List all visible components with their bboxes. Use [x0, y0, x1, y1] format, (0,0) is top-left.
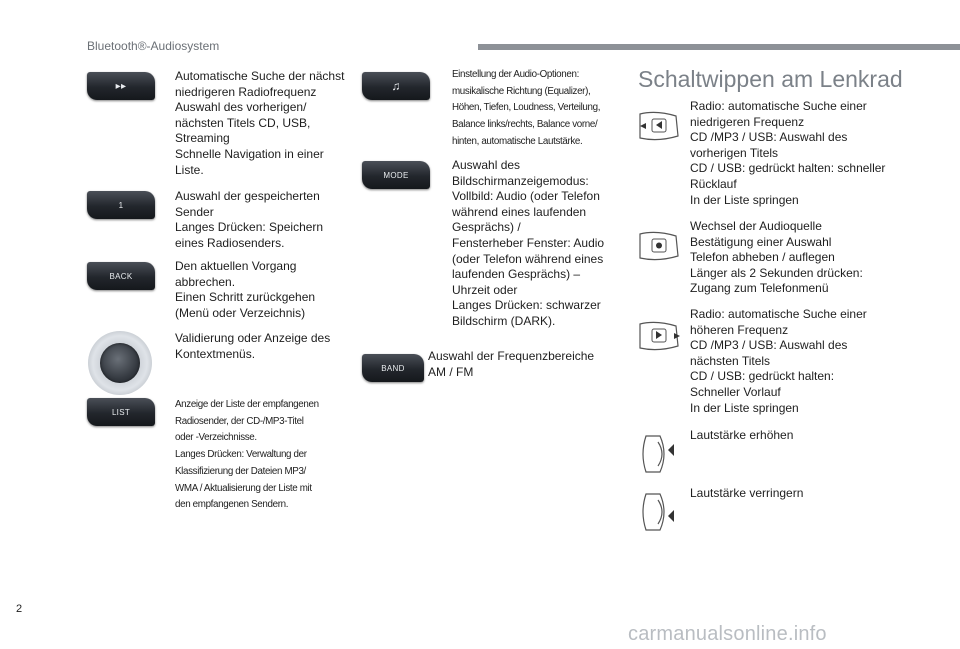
- steering-wheel-up-icon: [638, 432, 680, 476]
- back-button-icon: BACK: [87, 262, 155, 290]
- fast-forward-icon: ▸▸: [87, 72, 155, 100]
- right-item-5-text: Lautstärke verringern: [690, 486, 804, 500]
- left-item-2-text: Auswahl der gespeicherten Sender Langes Drücken: Speichern eines Radiosenders.: [175, 189, 324, 250]
- left-item-3-text: Den aktuellen Vorgang abbrechen. Einen Schritt zurückgehen (Menü oder Verzeichnis): [175, 259, 316, 320]
- page-number: 2: [16, 603, 23, 615]
- preset-button-icon: 1: [87, 191, 155, 219]
- middle-item-1-text: Einstellung der Audio-Optionen: musikalische Richtung (Equalizer), Höhen, Tiefen, Loudness, Verteilung, Balance links/rechts, Balance vorne/ hinten, automatische Lautstärke.: [452, 69, 601, 147]
- steering-paddle-right-icon: [636, 318, 682, 354]
- steering-paddle-left-icon: [636, 108, 682, 144]
- right-item-2-text: Wechsel der Audioquelle Bestätigung einer Auswahl Telefon abheben / auflegen Länger als 2 Sekunden drücken: Zugang zum Telefonmenü: [690, 219, 863, 296]
- middle-item-2-text: Auswahl des Bildschirmanzeigemodus: Vollbild: Audio (oder Telefon während eines laufenden Gesprächs) / Fensterheber Fenster: Audio (oder Telefon während eines laufenden Gesprächs) – Uhrzeit oder Langes Drücken: schwarzer Bildschirm (DARK).: [452, 158, 605, 328]
- steering-paddle-press-icon: [636, 228, 682, 264]
- watermark: carmanualsonline.info: [628, 623, 827, 645]
- mode-button-icon: MODE: [362, 161, 430, 189]
- middle-item-3-text: Auswahl der Frequenzbereiche AM / FM: [428, 349, 595, 379]
- left-item-5-text: Anzeige der Liste der empfangenen Radiosender, der CD-/MP3-Titel oder -Verzeichnisse. Langes Drücken: Verwaltung der Klassifizierung der Dateien MP3/ WMA / Aktualisierung der Liste mit den empfangenen Sendern.: [175, 399, 319, 511]
- music-note-icon: ♫: [362, 72, 430, 100]
- right-item-4-text: Lautstärke erhöhen: [690, 428, 794, 442]
- left-item-4-text: Validierung oder Anzeige des Kontextmenüs.: [175, 331, 331, 361]
- rotary-knob-icon: [88, 331, 152, 395]
- band-button-icon: BAND: [362, 354, 424, 382]
- header-title: Bluetooth®-Audiosystem: [87, 39, 220, 53]
- right-item-3-text: Radio: automatische Suche einer höheren Frequenz CD /MP3 / USB: Auswahl des nächsten Titels CD / USB: gedrückt halten: Schneller Vorlauf In der Liste springen: [690, 307, 867, 415]
- header-divider: [478, 44, 960, 50]
- section-title: Schaltwippen am Lenkrad: [638, 66, 903, 92]
- right-item-1-text: Radio: automatische Suche einer niedrigeren Frequenz CD /MP3 / USB: Auswahl des vorherigen Titels CD / USB: gedrückt halten: schneller Rücklauf In der Liste springen: [690, 99, 886, 207]
- list-button-icon: LIST: [87, 398, 155, 426]
- left-item-1-text: Automatische Suche der nächst niedrigeren Radiofrequenz Auswahl des vorherigen/ nächsten Titels CD, USB, Streaming Schnelle Navigation in einer Liste.: [175, 69, 345, 177]
- steering-wheel-down-icon: [638, 490, 680, 534]
